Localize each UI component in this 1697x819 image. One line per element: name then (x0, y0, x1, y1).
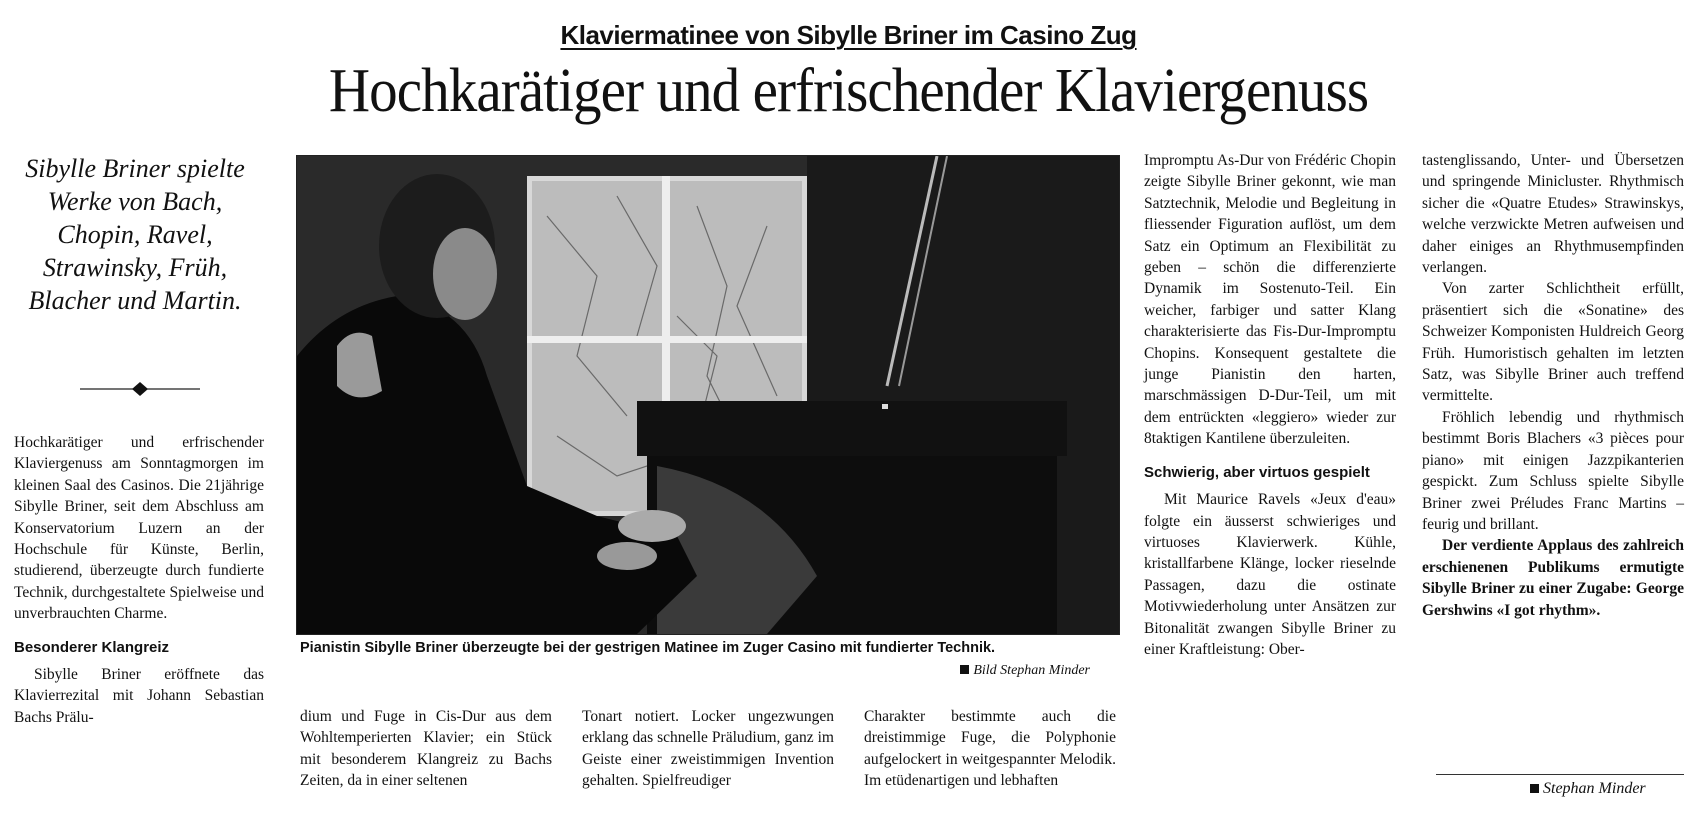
column-2 (300, 706, 552, 792)
column-4 (864, 706, 1116, 792)
square-bullet-icon (960, 665, 969, 674)
square-bullet-icon (1530, 784, 1539, 793)
author-divider (1436, 774, 1684, 775)
pianist-photo (296, 155, 1120, 635)
paragraph-bach-cont: dium und Fuge in Cis-Dur aus dem Wohltemperierten Klavier; ein Stück mit besonderem Klangreiz zu Bachs Zeiten, da in einer seltenen (300, 708, 552, 790)
paragraph-blacher: Fröhlich lebendig und rhythmisch bestimmt Boris Blachers «3 pièces pour piano» mit einigen Jazzpikanterien gespickt. Zum Schluss spielte Sibylle Briner zwei Préludes Franc Martins – feurig und brillant. (1422, 408, 1684, 533)
pianist-photo-illustration (297, 156, 1119, 634)
column-6 (1422, 150, 1684, 621)
paragraph-intro: Hochkarätiger und erfrischender Klaviergenuss am Sonntagmorgen im kleinen Saal des Casinos. Die 21jährige Sibylle Briner, seit dem Abschluss am Konservatorium Luzern an der Hochschule für Künste, Berlin, studierend, überzeugte durch fundierte Technik, durchgestaltete Spielweise und unverbrauchten Charme. (14, 434, 264, 623)
paragraph-applaus: Der verdiente Applaus des zahlreich erschienenen Publikums ermutigte Sibylle Briner zu einer Zugabe: George Gershwins «I got rhythm». (1422, 537, 1684, 619)
headline: Hochkarätiger und erfrischender Klaviergenuss (328, 57, 1369, 125)
paragraph-ravel: Mit Maurice Ravels «Jeux d'eau» folgte ein äusserst schwieriges und virtuoses Klavierwerk. Kühle, kristallfarbene Klänge, locker rieselnde Passagen, dazu die ostinate Motivwiederholung unter Ansätzen zur Bitonalität zwangen Sibylle Briner zu einer Kraftleistung: Ober- (1144, 491, 1396, 658)
column-1 (14, 432, 264, 728)
photo-credit: Bild Stephan Minder (960, 663, 1090, 679)
diamond-ornament (80, 382, 200, 396)
column-5 (1144, 150, 1396, 660)
paragraph-fuge: Charakter bestimmte auch die dreistimmige Fuge, die Polyphonie aufgelockert in weitgespannter Melodik. Im etüdenartigen und lebhaften (864, 708, 1116, 790)
paragraph-frueh: Von zarter Schlichtheit erfüllt, präsentiert sich die «Sonatine» des Schweizer Komponisten Huldreich Georg Früh. Humoristisch gehalten im letzten Satz, was Sibylle Briner auch treffend vermittelte. (1422, 280, 1684, 405)
lead-text: Sibylle Briner spielte Werke von Bach, Chopin, Ravel, Strawinsky, Früh, Blacher und Martin. (25, 154, 245, 315)
subheading-klangreiz: Besonderer Klangreiz (14, 638, 170, 656)
author-byline: Stephan Minder (1530, 780, 1646, 798)
photo-caption: Pianistin Sibylle Briner überzeugte bei der gestrigen Matinee im Zuger Casino mit fundierter Technik. (300, 640, 996, 656)
paragraph-bach-start: Sibylle Briner eröffnete das Klavierrezital mit Johann Sebastian Bachs Prälu- (14, 666, 264, 726)
subheading-virtuos: Schwierig, aber virtuos gespielt (1144, 463, 1370, 481)
paragraph-praeludium: Tonart notiert. Locker ungezwungen erklang das schnelle Präludium, ganz im Geiste einer zweistimmigen Invention gehalten. Spielfreudiger (582, 708, 834, 790)
paragraph-chopin: Impromptu As-Dur von Frédéric Chopin zeigte Sibylle Briner gekonnt, wie man Satztechnik, Melodie und Begleitung in fliessender Figuration auflöst, um dem Satz ein Optimum an Flexibilität zu geben – schön die differenzierte Dynamik im Sostenuto-Teil. Ein weicher, farbiger und satter Klang charakterisierte das Fis-Dur-Impromptu Chopins. Konsequent gestaltete die junge Pianistin den harten, marschmässigen D-Dur-Teil, um mit dem entrückten «leggiero» wieder zur 8taktigen Kantilene überzuleiten. (1144, 152, 1396, 448)
column-3 (582, 706, 834, 792)
kicker: Klaviermatinee von Sibylle Briner im Casino Zug (560, 20, 1137, 50)
paragraph-strawinsky: tastenglissando, Unter- und Übersetzen und springende Minicluster. Rhythmisch sicher die «Quatre Etudes» Strawinskys, welche verzwickte Metren aufweisen und daher einiges an Rhythmusempfinden verlangen. (1422, 152, 1684, 277)
